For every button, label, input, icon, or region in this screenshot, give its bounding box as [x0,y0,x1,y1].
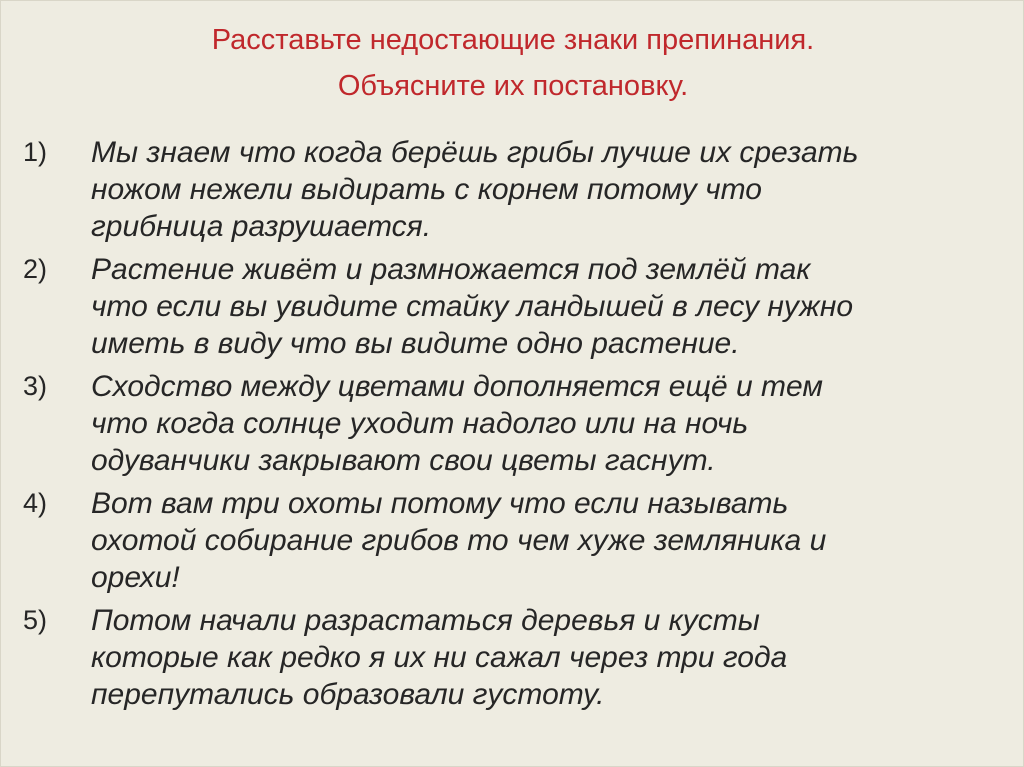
item-text-line: ножом нежели выдирать с корнем потому что [91,173,762,206]
item-text [91,485,1013,596]
slide-title-line-1: Расставьте недостающие знаки препинания. [211,24,815,56]
item-number: 3) [23,371,48,401]
exercise-item-4 [23,485,1013,596]
exercise-item-2 [23,251,1013,362]
slide-title-line-2: Объясните их постановку. [337,70,689,102]
item-text-line: что если вы увидите стайку ландышей в лесу нужно [91,290,854,323]
item-number: 4) [23,488,48,518]
exercise-item-3 [23,368,1013,479]
item-number: 5) [23,605,48,635]
item-text-line: Вот вам три охоты потому что если называть [91,487,789,520]
item-text [91,602,1013,713]
item-text-line: которые как редко я их ни сажал через три года [91,641,788,674]
item-number: 1) [23,137,48,167]
item-text-line: Мы знаем что когда берёшь грибы лучше их срезать [91,136,859,169]
item-text-line: перепутались образовали густоту. [91,678,605,711]
item-text [91,368,1013,479]
item-text-line: охотой собирание грибов то чем хуже земляника и [91,524,827,557]
item-text-line: одуванчики закрывают свои цветы гаснут. [91,444,716,477]
item-text-line: орехи! [91,561,180,594]
item-text [91,134,1013,245]
item-text-line: грибница разрушается. [91,210,432,243]
item-text-line: Потом начали разрастаться деревья и кусты [91,604,760,637]
item-text-line: что когда солнце уходит надолго или на ночь [91,407,749,440]
exercise-list [23,134,1013,719]
item-text-line: иметь в виду что вы видите одно растение. [91,327,740,360]
item-text-line: Растение живёт и размножается под землёй так [91,253,811,286]
item-text [91,251,1013,362]
item-number: 2) [23,254,48,284]
exercise-item-5 [23,602,1013,713]
item-text-line: Сходство между цветами дополняется ещё и тем [91,370,823,403]
exercise-item-1 [23,134,1013,245]
slide-title [61,17,965,109]
